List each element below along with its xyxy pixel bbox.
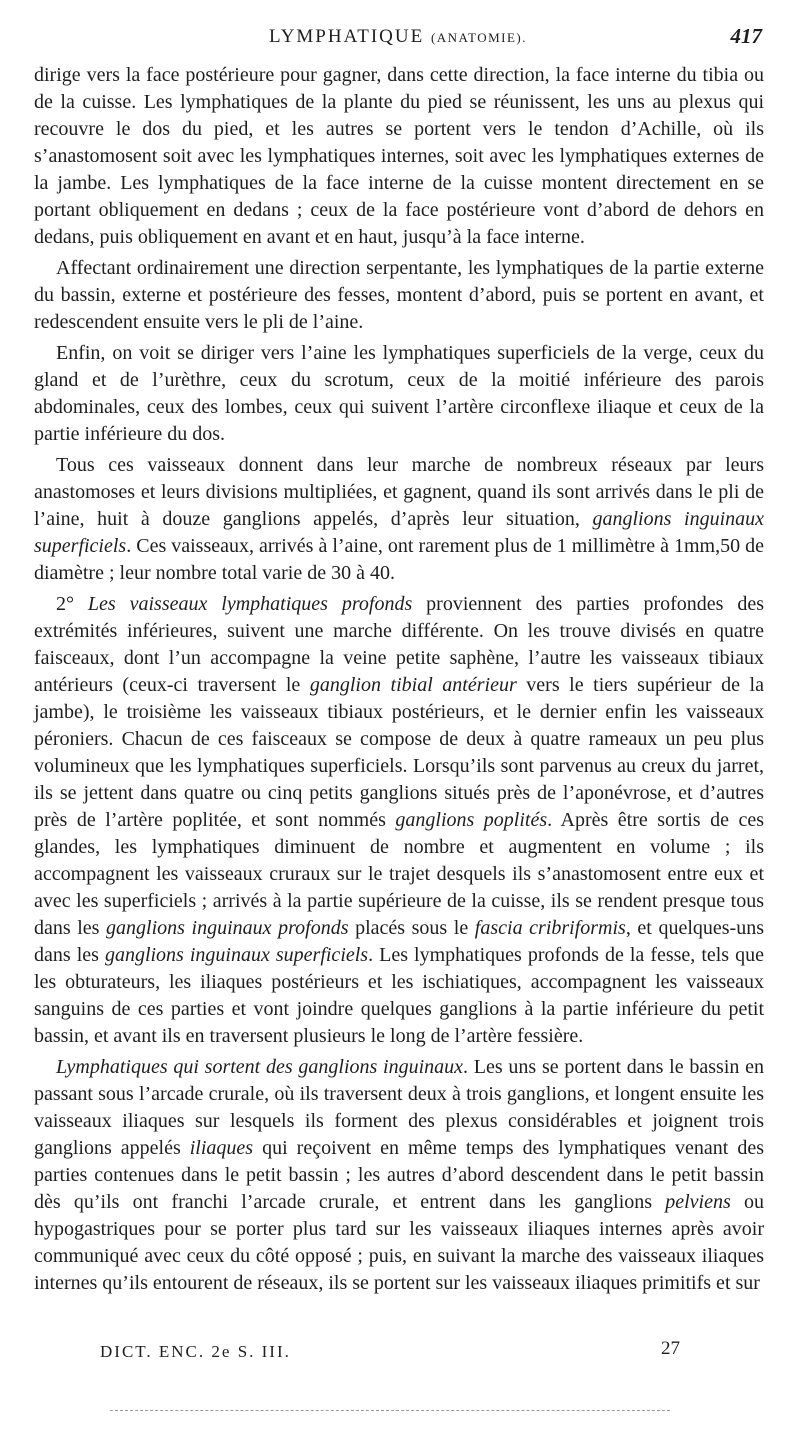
text-run: placés sous le [348,917,475,939]
text-run: , et quelques-uns dans les [34,917,764,966]
italic-term: ganglions inguinaux superficiels [34,508,764,557]
paragraph-2 [34,255,764,336]
running-subtitle: (ANATOMIE). [430,30,528,45]
italic-term: ganglions inguinaux profonds [106,917,349,939]
paragraph-5 [34,591,764,1050]
italic-term: pelviens [665,1191,731,1213]
italic-term: iliaques [189,1137,254,1159]
running-title: LYMPHATIQUE [268,26,425,47]
text-run: dirige vers la face postérieure pour gagner, dans cette direction, la face interne du tibia ou de la cuisse. Les lymphatiques de la plante du pied se réunissent, les uns au plexus qui recouvre le dos du pied, et les autres se portent vers le tendon d’Achille, où ils s’anastomosent soit avec les lymphatiques internes, soit avec les lymphatiques externes de la jambe. Les lymphatiques de la face interne de la cuisse montent directement en se portant obliquement en dedans ; ceux de la face postérieure vont d’abord de dehors en dedans, puis obliquement en avant et en haut, jusqu’à la face interne. [34,64,764,248]
italic-term: Les vaisseaux lymphatiques profonds [87,593,413,615]
italic-term: Lymphatiques qui sortent des ganglions inguinaux [56,1056,464,1078]
printer-signature: DICT. ENC. 2e S. III. [100,1342,291,1361]
paragraph-6 [34,1054,764,1297]
italic-term: ganglion tibial antérieur [309,674,517,696]
text-run: ou hypogastriques pour se porter plus tard sur les vaisseaux iliaques internes après avoir communiqué avec ceux du côté opposé ; puis, en suivant la marche des vaisseaux iliaques internes qu’ils entourent de réseaux, ils se portent sur les vaisseaux iliaques primitifs et sur [34,1191,764,1294]
text-run: . Ces vaisseaux, arrivés à l’aine, ont rarement plus de 1 millimètre à 1mm,50 de diamètre ; leur nombre total varie de 30 à 40. [34,535,764,584]
page-footer [100,1338,680,1372]
text-run: vers le tiers supérieur de la jambe), le troisième les vaisseaux tibiaux postérieurs, et le dernier enfin les vaisseaux péroniers. Chacun de ces faisceaux se compose de deux à quatre rameaux un peu plus volumineux que les lymphatiques superficiels. Lorsqu’ils sont parvenus au creux du jarret, ils se jettent dans quatre ou cinq petits ganglions situés près de l’aponévrose, et d’autres près de l’artère poplitée, et sont nommés [34,674,764,831]
page-header [34,26,762,58]
running-head [34,26,762,48]
text-run: . Les uns se portent dans le bassin en passant sous l’arcade crurale, où ils traversent deux à trois ganglions, et longent ensuite les vaisseaux iliaques sur lesquels ils forment des plexus considérables et joignent trois ganglions appelés [34,1056,764,1159]
italic-term: fascia cribriformis [474,917,626,939]
text-run: proviennent des parties profondes des extrémités inférieures, suivent une marche différente. On les trouve divisés en quatre faisceaux, dont l’un accompagne la veine petite saphène, l’autre les vaisseaux tibiaux antérieurs (ceux-ci traversent le [34,593,765,696]
text-run: . Les lymphatiques profonds de la fesse, tels que les obturateurs, les iliaques postérieurs et les ischiatiques, accompagnent les vaisseaux sanguins de ces parties et vont joindre quelques ganglions à la partie inférieure du petit bassin, et avant ils en traversent plusieurs le long de l’artère fessière. [34,944,764,1047]
text-run: 2° [56,593,88,615]
text-run: Enfin, on voit se diriger vers l’aine les lymphatiques superficiels de la verge, ceux du gland et de l’urèthre, ceux du scrotum, ceux de la moitié inférieure des parois abdominales, ceux des lombes, ceux qui suivent l’artère circonflexe iliaque et ceux de la partie inférieure du dos. [34,342,764,445]
italic-term: ganglions inguinaux superficiels [104,944,369,966]
text-run: Affectant ordinairement une direction serpentante, les lymphatiques de la partie externe du bassin, externe et postérieure des fesses, montent d’abord, puis se portent en avant, et redescendent ensuite vers le pli de l’aine. [34,257,764,333]
text-run: Tous ces vaisseaux donnent dans leur marche de nombreux réseaux par leurs anastomoses et leurs divisions multipliées, et gagnent, quand ils sont arrivés dans le pli de l’aine, huit à douze ganglions appelés, d’après leur situation, [34,454,764,530]
paragraph-3 [34,340,764,448]
italic-term: ganglions poplités [395,809,548,831]
paragraph-4 [34,452,764,587]
text-run: . Après être sortis de ces glandes, les lymphatiques diminuent de nombre et augmentent en volume ; ils accompagnent les vaisseaux cruraux sur le trajet desquels ils s’anastomosent entre eux et avec les superficiels ; arrivés à la partie supérieure de la cuisse, ils se rendent presque tous dans les [34,809,764,939]
bottom-rule [110,1410,670,1411]
text-run: qui reçoivent en même temps des lymphatiques venant des parties contenues dans le petit bassin ; les autres d’abord descendent dans le petit bassin dès qu’ils ont franchi l’arcade crurale, et entrent dans les ganglions [34,1137,764,1213]
paragraph-1 [34,62,764,251]
body-text [34,62,764,1301]
page-number: 417 [730,24,762,48]
sheet-number: 27 [661,1338,680,1359]
